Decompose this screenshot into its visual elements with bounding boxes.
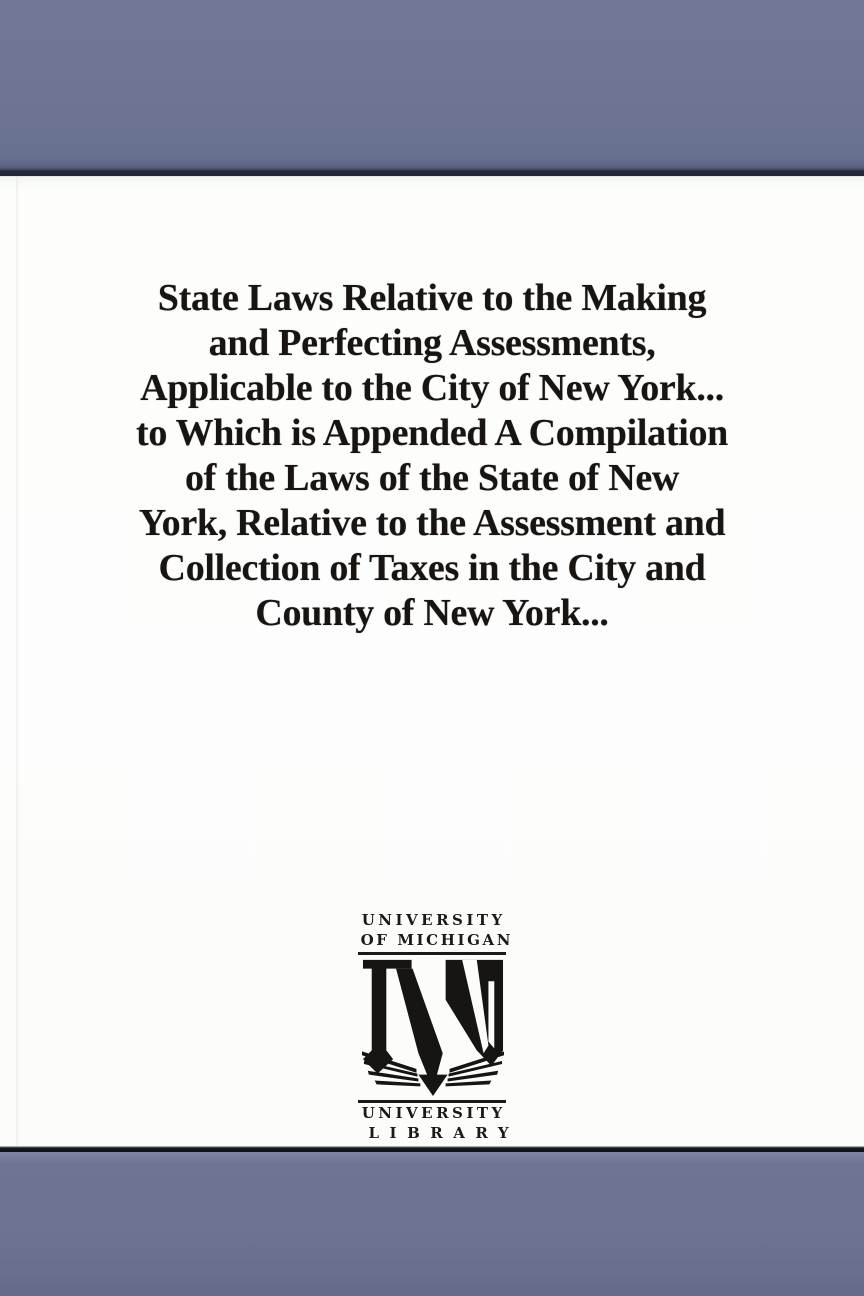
logo-rule-top xyxy=(358,952,506,955)
cover-title-line-1: State Laws Relative to the Making xyxy=(157,277,707,319)
cover-title-line-6: York, Relative to the Assessment and xyxy=(138,502,726,544)
cover-title-line-7: Collection of Taxes in the City and xyxy=(158,547,706,589)
cover-title xyxy=(0,276,864,636)
um-wordmark-university-bottom: UNIVERSITY xyxy=(361,1104,506,1122)
cover-title-line-8: County of New York... xyxy=(255,592,609,634)
um-wordmark-library: LIBRARY xyxy=(368,1124,520,1142)
top-band xyxy=(0,0,864,177)
cover-title-line-3: Applicable to the City of New York... xyxy=(140,367,724,409)
um-block-m-open-book-icon xyxy=(358,956,508,1098)
cover-title-line-4: to Which is Appended A Compilation xyxy=(136,412,728,454)
bottom-band xyxy=(0,1152,864,1296)
cover-page xyxy=(0,177,864,1146)
um-wordmark-of-michigan: OF MICHIGAN xyxy=(360,931,514,949)
um-wordmark-university-top: UNIVERSITY xyxy=(361,911,506,929)
cover-title-line-2: and Perfecting Assessments, xyxy=(208,322,656,364)
um-library-logo xyxy=(358,910,520,1143)
cover-title-line-5: of the Laws of the State of New xyxy=(184,457,680,499)
